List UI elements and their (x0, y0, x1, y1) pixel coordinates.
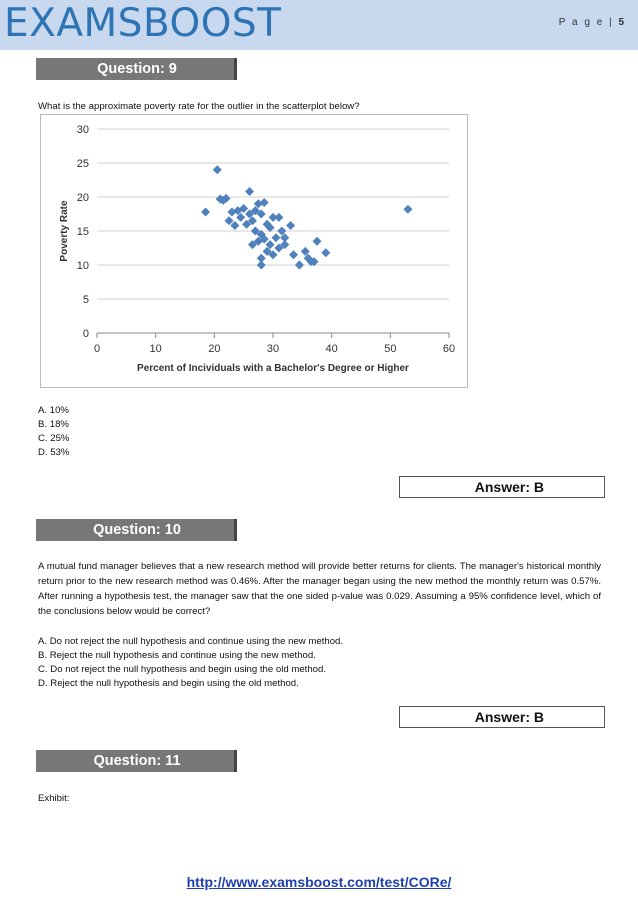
footer-link[interactable]: http://www.examsboost.com/test/CORe/ (186, 874, 452, 890)
x-tick-label: 30 (266, 343, 280, 355)
question-9-option-d: D. 53% (38, 447, 70, 458)
question-10-title: Question: 10 (93, 522, 181, 538)
data-point (403, 205, 412, 214)
question-10-header (36, 519, 237, 541)
x-tick-label: 60 (442, 343, 456, 355)
x-tick-label: 10 (149, 343, 162, 355)
question-9-title: Question: 9 (97, 61, 177, 77)
y-axis-label: Poverty Rate (59, 200, 70, 262)
data-point (295, 261, 304, 270)
question-9-answer-box (399, 476, 605, 498)
y-tick-label: 10 (76, 260, 89, 272)
data-point (245, 187, 254, 196)
y-tick-label: 15 (76, 226, 89, 238)
data-point (289, 250, 298, 259)
x-tick-label: 40 (325, 343, 338, 355)
y-tick-label: 20 (76, 192, 89, 204)
data-point (274, 213, 283, 222)
question-11-exhibit-label: Exhibit: (38, 793, 70, 804)
question-10-answer: Answer: B (474, 709, 544, 725)
question-9-option-b: B. 18% (38, 419, 69, 430)
question-9-prompt: What is the approximate poverty rate for the outlier in the scatterplot below? (38, 101, 360, 112)
x-tick-label: 0 (93, 343, 101, 355)
x-axis-label: Percent of Incividuals with a Bachelor's Degree or Higher (137, 363, 409, 374)
y-tick-label: 25 (76, 158, 89, 170)
page-header (0, 0, 638, 50)
data-point (271, 233, 280, 242)
question-11-title: Question: 11 (93, 753, 181, 769)
question-10-option-a: A. Do not reject the null hypothesis and continue using the new method. (38, 636, 344, 647)
question-10-option-d: D. Reject the null hypothesis and begin using the old method. (38, 678, 299, 689)
question-9-option-c: C. 25% (38, 433, 70, 444)
question-9-header (36, 58, 237, 80)
question-9-option-a: A. 10% (38, 405, 69, 416)
page-label: P a g e | (558, 17, 619, 28)
data-point (260, 198, 269, 207)
scatter-chart-svg (41, 115, 467, 387)
question-10-option-c: C. Do not reject the null hypothesis and begin using the old method. (38, 664, 326, 675)
y-tick-label: 5 (82, 294, 89, 306)
y-tick-label: 0 (82, 328, 89, 340)
data-point (286, 221, 295, 230)
question-10-prompt: A mutual fund manager believes that a new research method will provide better returns for clients. The manager's historical monthly return prior to the new research method was 0.46%. After the manager began using the new method the monthly return was 0.57%. After running a hypothesis test, the manager saw that the one sided p-value was 0.029. Assuming a 95% confidence level, which of the conclusions below would be correct? (38, 561, 601, 617)
x-tick-label: 50 (384, 343, 397, 355)
question-9-answer: Answer: B (474, 479, 544, 495)
data-point (257, 261, 266, 270)
data-point (313, 237, 322, 246)
page-number-label (559, 17, 624, 28)
data-point (201, 207, 210, 216)
question-11-header (36, 750, 237, 772)
question-10-answer-box (399, 706, 605, 728)
brand-logo: EXAMSBOOST (4, 1, 282, 46)
scatter-chart (40, 114, 468, 388)
y-tick-label: 30 (76, 124, 89, 136)
x-tick-label: 20 (208, 343, 221, 355)
data-point (213, 165, 222, 174)
question-10-option-b: B. Reject the null hypothesis and continue using the new method. (38, 650, 316, 661)
data-point (321, 248, 330, 257)
page-number: 5 (618, 17, 624, 28)
